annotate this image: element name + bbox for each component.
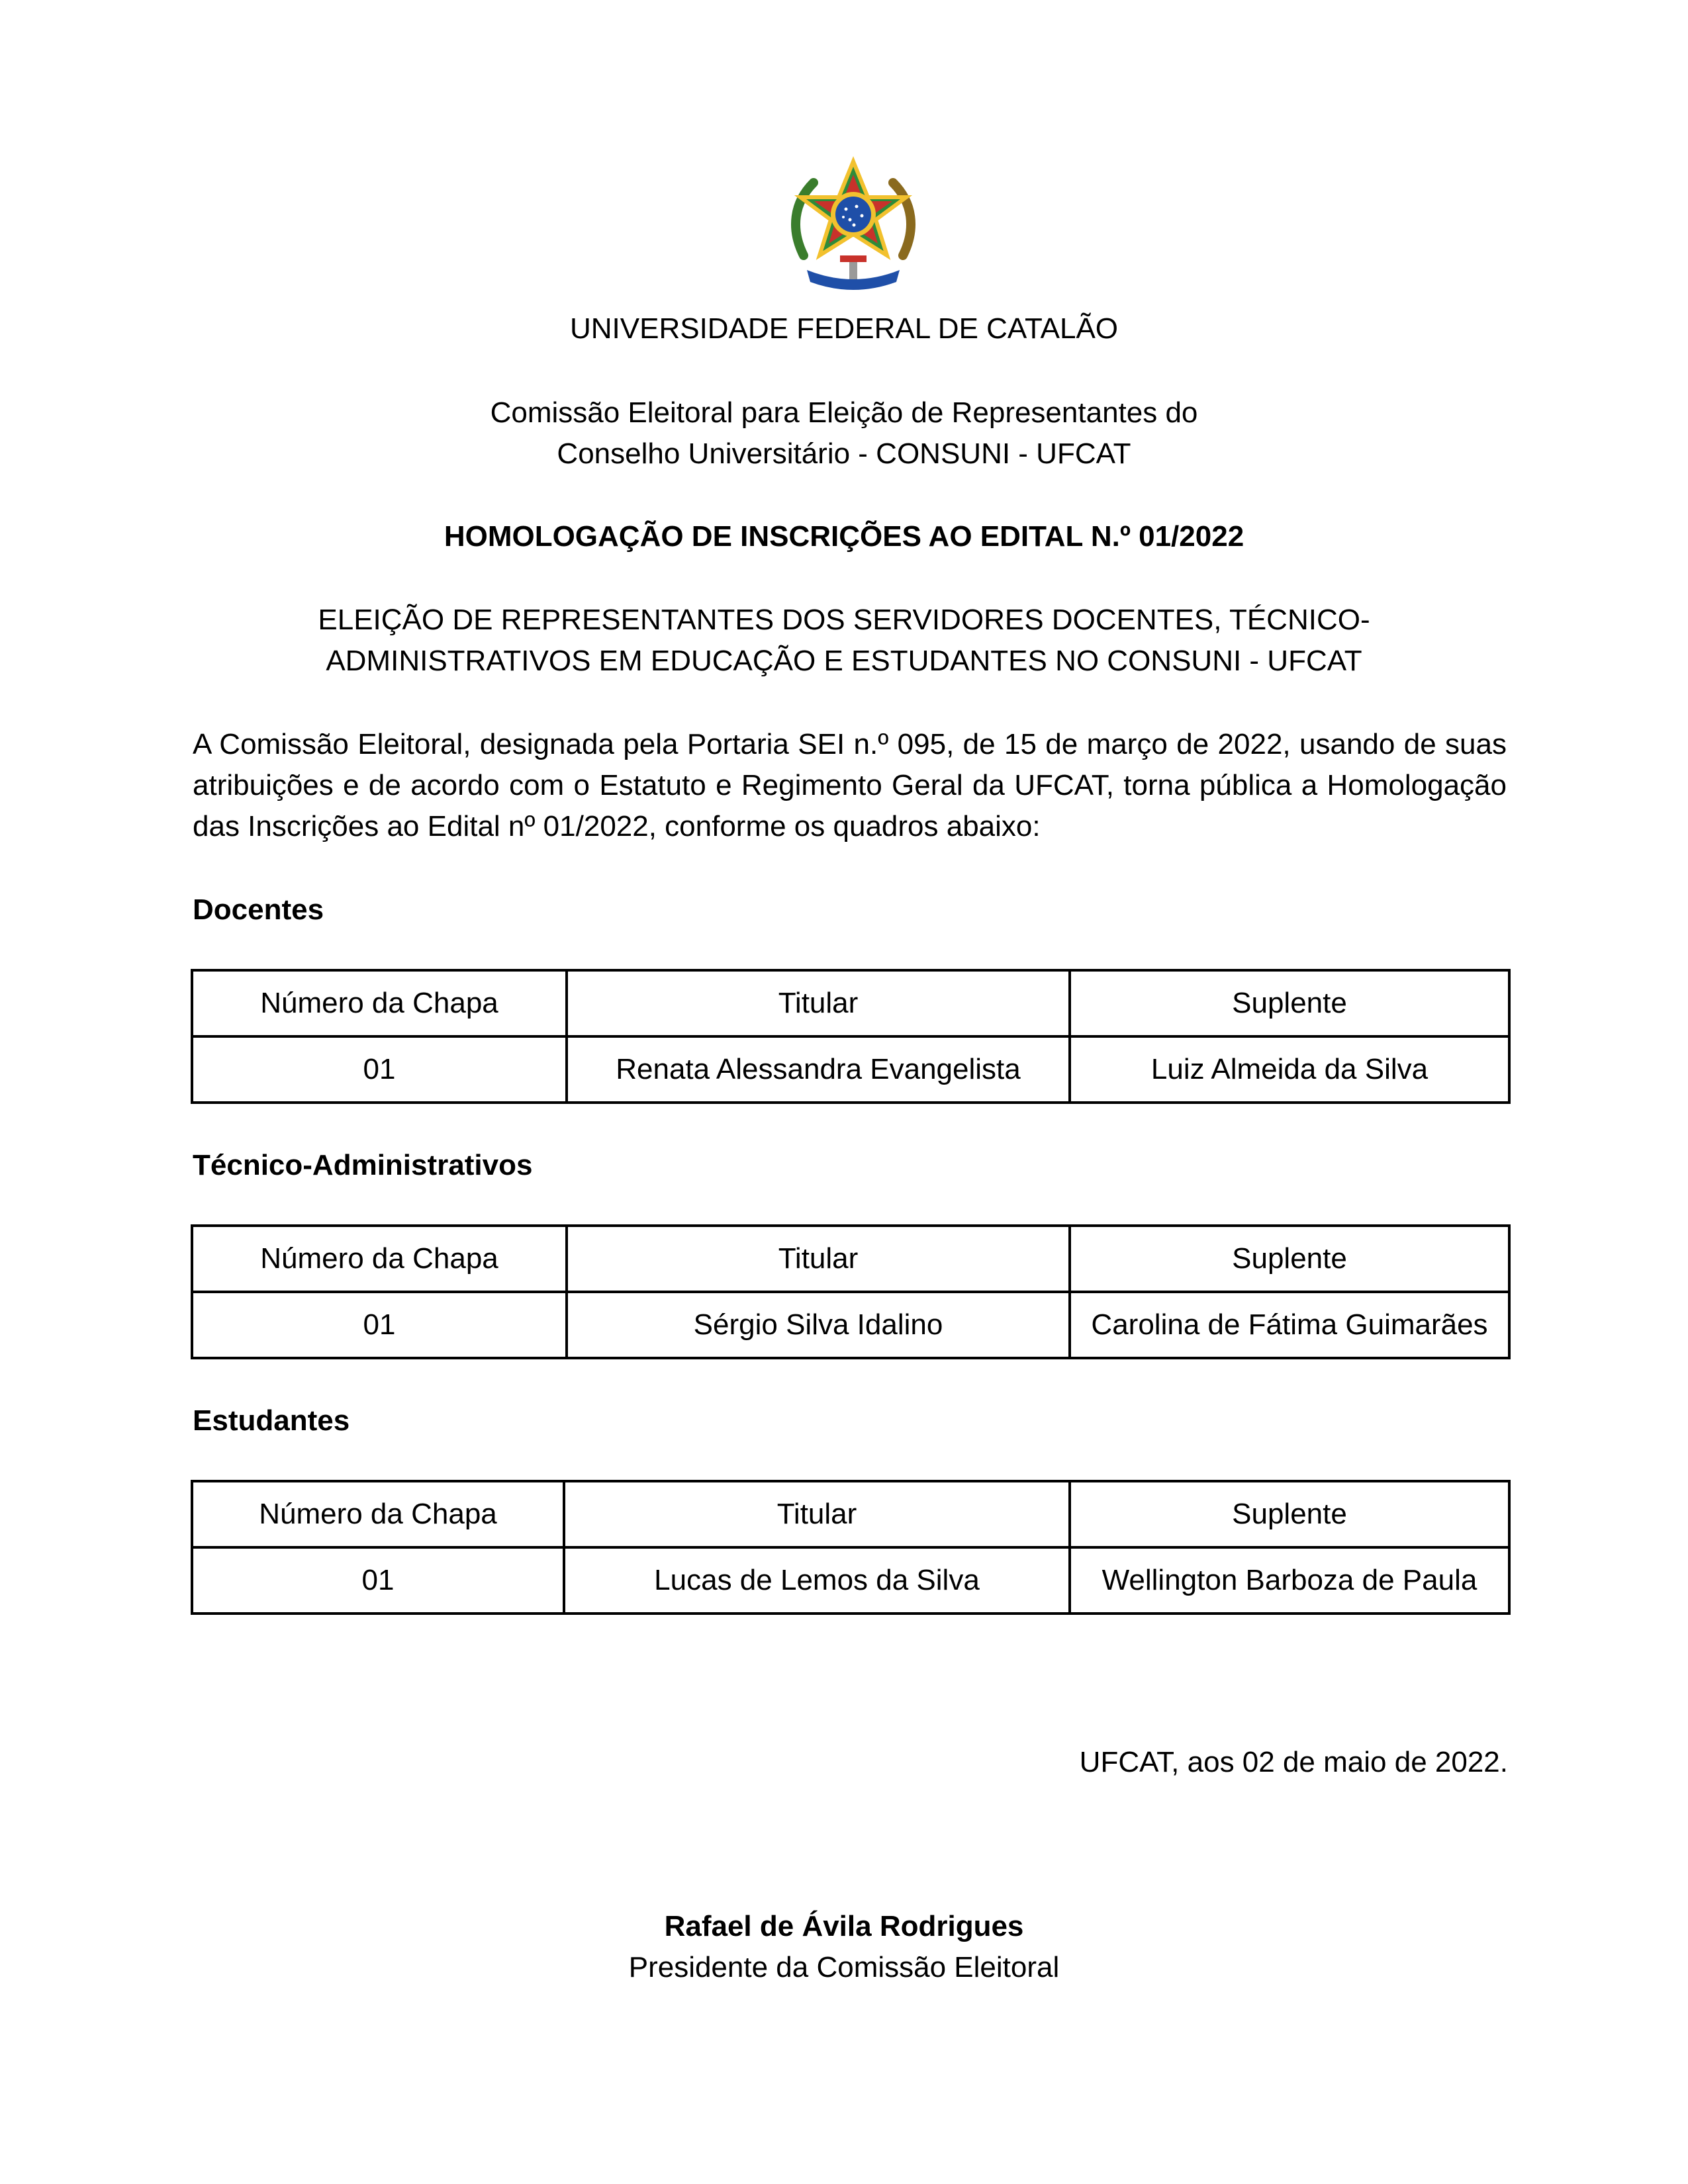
cell-numero-chapa: 01 <box>192 1036 567 1103</box>
table-tecnicos <box>191 1224 1511 1359</box>
header-titular: Titular <box>567 970 1070 1036</box>
cell-suplente: Wellington Barboza de Paula <box>1070 1547 1509 1614</box>
signature-role: Presidente da Comissão Eleitoral <box>628 1951 1060 1983</box>
table-row <box>192 1036 1509 1103</box>
table-header-row <box>192 1226 1509 1292</box>
header-suplente: Suplente <box>1070 1481 1509 1547</box>
table-header-row <box>192 1481 1509 1547</box>
intro-paragraph: A Comissão Eleitoral, designada pela Portaria SEI n.º 095, de 15 de março de 2022, usando de suas atribuições e de acordo com o Estatuto e Regimento Geral da UFCAT, torna pública a Homologação das Inscrições ao Edital nº 01/2022, conforme os quadros abaixo: <box>193 728 1507 842</box>
header-titular: Titular <box>564 1481 1070 1547</box>
date-line: UFCAT, aos 02 de maio de 2022. <box>1079 1746 1508 1778</box>
commission-line-1: Comissão Eleitoral para Eleição de Representantes do <box>490 396 1198 429</box>
brazil-coat-of-arms-emblem <box>784 156 923 302</box>
cell-titular: Sérgio Silva Idalino <box>567 1292 1070 1358</box>
table-header-row <box>192 970 1509 1036</box>
section-heading-tecnicos: Técnico-Administrativos <box>193 1149 533 1181</box>
signature-name: Rafael de Ávila Rodrigues <box>664 1910 1024 1942</box>
cell-titular: Renata Alessandra Evangelista <box>567 1036 1070 1103</box>
table-row <box>192 1547 1509 1614</box>
cell-suplente: Luiz Almeida da Silva <box>1070 1036 1509 1103</box>
commission-line-2: Conselho Universitário - CONSUNI - UFCAT <box>557 437 1131 470</box>
subtitle-line-1: ELEIÇÃO DE REPRESENTANTES DOS SERVIDORES DOCENTES, TÉCNICO- <box>318 604 1370 636</box>
table-docentes <box>191 969 1511 1104</box>
section-heading-docentes: Docentes <box>193 893 324 926</box>
header-titular: Titular <box>567 1226 1070 1292</box>
table-estudantes <box>191 1480 1511 1615</box>
table-row <box>192 1292 1509 1358</box>
institution-name: UNIVERSIDADE FEDERAL DE CATALÃO <box>569 312 1119 345</box>
header-numero-chapa: Número da Chapa <box>192 1226 567 1292</box>
cell-titular: Lucas de Lemos da Silva <box>564 1547 1070 1614</box>
header-suplente: Suplente <box>1070 970 1509 1036</box>
cell-suplente: Carolina de Fátima Guimarães <box>1070 1292 1509 1358</box>
cell-numero-chapa: 01 <box>192 1547 564 1614</box>
document-title: HOMOLOGAÇÃO DE INSCRIÇÕES AO EDITAL N.º 01/2022 <box>444 520 1244 553</box>
cell-numero-chapa: 01 <box>192 1292 567 1358</box>
header-suplente: Suplente <box>1070 1226 1509 1292</box>
section-heading-estudantes: Estudantes <box>193 1404 350 1437</box>
subtitle-line-2: ADMINISTRATIVOS EM EDUCAÇÃO E ESTUDANTES NO CONSUNI - UFCAT <box>326 645 1362 677</box>
header-numero-chapa: Número da Chapa <box>192 970 567 1036</box>
header-numero-chapa: Número da Chapa <box>192 1481 564 1547</box>
